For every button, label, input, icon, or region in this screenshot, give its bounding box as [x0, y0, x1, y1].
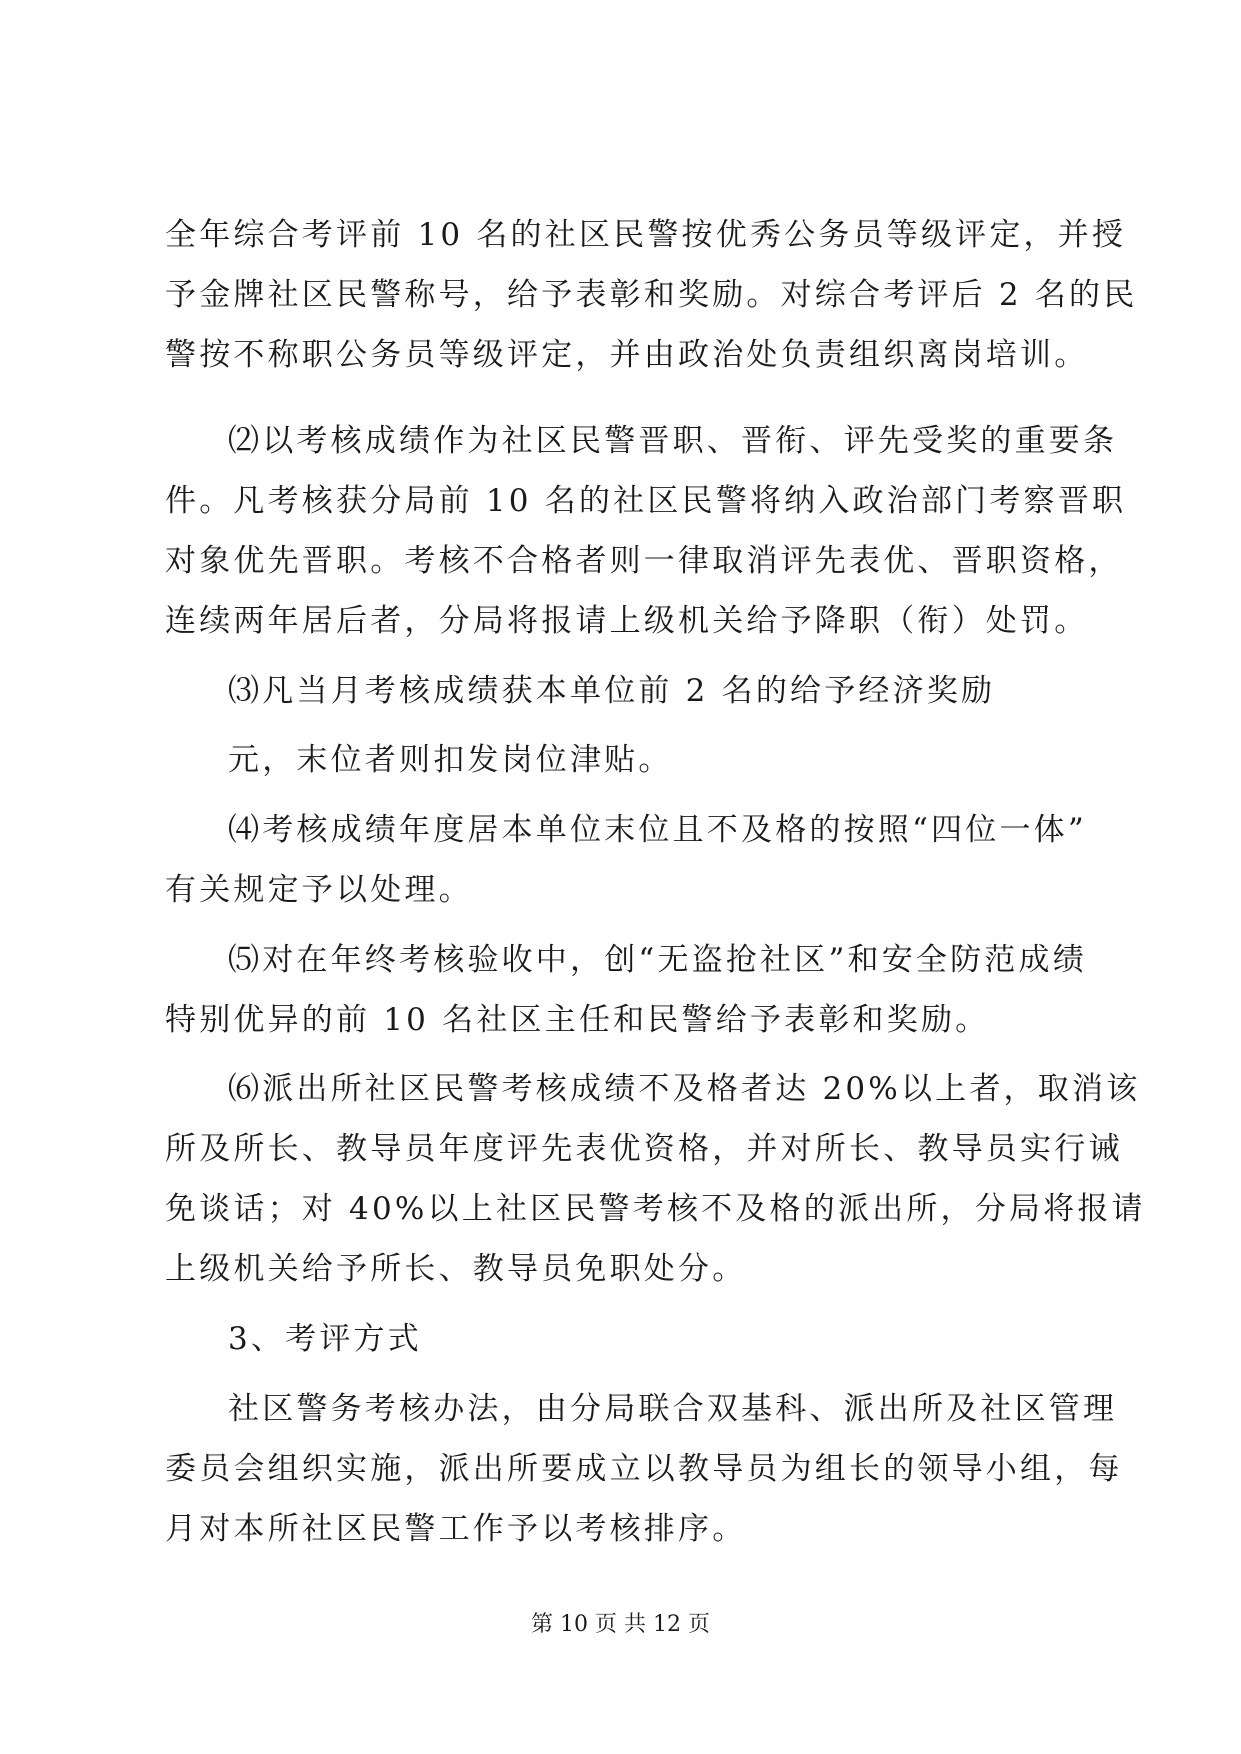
text-line: 全年综合考评前 10 名的社区民警按优秀公务员等级评定，并授: [165, 217, 1127, 253]
text-line: ⑵以考核成绩作为社区民警晋职、晋衔、评先受奖的重要条: [228, 423, 1118, 459]
section-heading: 3、考评方式: [228, 1321, 422, 1357]
text-line: 有关规定予以处理。: [165, 872, 473, 908]
text-line: 件。凡考核获分局前 10 名的社区民警将纳入政治部门考察晋职: [165, 483, 1127, 519]
text-line: ⑶凡当月考核成绩获本单位前 2 名的给予经济奖励: [228, 673, 996, 709]
text-line: 上级机关给予所长、教导员免职处分。: [165, 1251, 747, 1287]
text-line: 委员会组织实施，派出所要成立以教导员为组长的领导小组，每: [165, 1451, 1123, 1487]
text-line: 予金牌社区民警称号，给予表彰和奖励。对综合考评后 2 名的民: [165, 277, 1138, 313]
text-line: ⑷考核成绩年度居本单位末位且不及格的按照“四位一体”: [228, 812, 1087, 848]
text-line: 社区警务考核办法，由分局联合双基科、派出所及社区管理: [228, 1391, 1118, 1427]
text-line: ⑹派出所社区民警考核成绩不及格者达 20%以上者，取消该: [228, 1071, 1141, 1107]
text-line: 月对本所社区民警工作予以考核排序。: [165, 1511, 747, 1547]
text-line: 免谈话；对 40%以上社区民警考核不及格的派出所，分局将报请: [165, 1191, 1146, 1227]
text-line: 警按不称职公务员等级评定，并由政治处负责组织离岗培训。: [165, 337, 1089, 373]
text-line: ⑸对在年终考核验收中，创“无盗抢社区”和安全防范成绩: [228, 942, 1087, 978]
text-line: 所及所长、教导员年度评先表优资格，并对所长、教导员实行诫: [165, 1131, 1123, 1167]
text-line: 连续两年居后者，分局将报请上级机关给予降职（衔）处罚。: [165, 603, 1089, 639]
text-line: 特别优异的前 10 名社区主任和民警给予表彰和奖励。: [165, 1002, 990, 1038]
text-line: 对象优先晋职。考核不合格者则一律取消评先表优、晋职资格，: [165, 543, 1123, 579]
text-line: 元，末位者则扣发岗位津贴。: [228, 742, 673, 778]
page-number-footer: 第 10 页 共 12 页: [531, 1612, 710, 1637]
